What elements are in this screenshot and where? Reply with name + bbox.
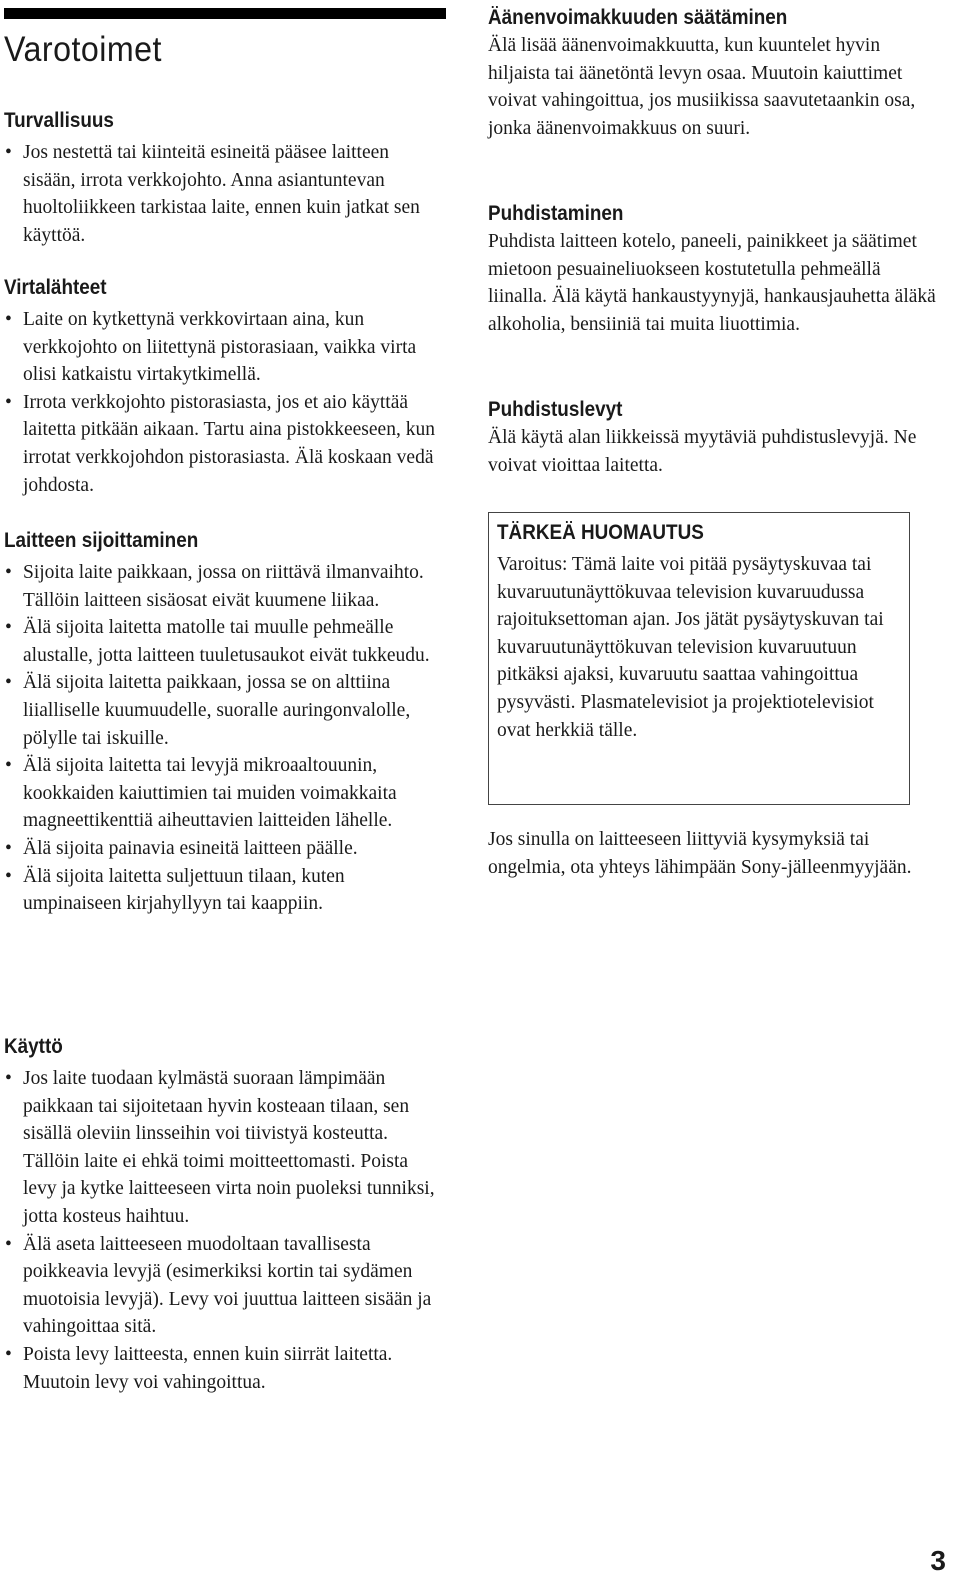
- section-turvallisuus: [4, 107, 446, 249]
- list-item: • Sijoita laite paikkaan, jossa on riittävä ilmanvaihto. Tällöin laitteen sisäosat eivät kuumene liikaa.: [4, 559, 446, 614]
- section-sijoittaminen: [4, 527, 446, 918]
- contact-paragraph: [488, 826, 940, 881]
- section-text: Puhdista laitteen kotelo, paneeli, painikkeet ja säätimet mietoon pesuaineliuokseen kostutetulla pehmeällä liinalla. Älä käytä hankaustyynyjä, hankausjauhetta äläkä alkoholia, bensiiniä tai muita liuottimia.: [488, 231, 936, 335]
- section-heading: Äänenvoimakkuuden säätäminen: [488, 6, 788, 29]
- section-heading: Virtalähteet: [4, 276, 107, 299]
- section-heading: Turvallisuus: [4, 109, 114, 132]
- notice-heading: TÄRKEÄ HUOMAUTUS: [497, 521, 704, 544]
- contact-text: Jos sinulla on laitteeseen liittyviä kysymyksiä tai ongelmia, ota yhteys lähimpään Sony-jälleenmyyjään.: [488, 829, 912, 878]
- section-heading: Käyttö: [4, 1035, 63, 1058]
- list-item: • Älä aseta laitteeseen muodoltaan tavallisesta poikkeavia levyjä (esimerkiksi kortin tai sydämen muotoisia levyjä). Levy voi juuttua laitteen sisään ja vahingoittaa sitä.: [4, 1231, 446, 1341]
- list-item: • Poista levy laitteesta, ennen kuin siirrät laitetta. Muutoin levy voi vahingoittua.: [4, 1341, 446, 1396]
- page-title: Varotoimet: [4, 30, 162, 69]
- section-heading: Puhdistuslevyt: [488, 398, 623, 421]
- list-item: • Älä sijoita laitetta paikkaan, jossa se on alttiina liialliselle kuumuudelle, suoralle auringonvalolle, pölylle tai iskuille.: [4, 669, 446, 752]
- section-text: Älä lisää äänenvoimakkuutta, kun kuuntelet hyvin hiljaista tai äänetöntä levyn osaa. Muutoin kaiuttimet voivat vahingoittua, jos musiikissa saavutetaankin osa, jonka äänenvoimakkuus on suuri.: [488, 35, 916, 139]
- list-item: • Irrota verkkojohto pistorasiasta, jos et aio käyttää laitetta pitkään aikaan. Tartu aina pistokkeeseen, kun irrotat verkkojohdon pistorasiasta. Älä koskaan vedä johdosta.: [4, 389, 446, 499]
- notice-text: Varoitus: Tämä laite voi pitää pysäytyskuvaa tai kuvaruutunäyttökuvaa television kuvaruudussa rajoituksettoman ajan. Jos jätät pysäytyskuvan tai kuvaruutunäyttökuvan television kuvaruutuun pitkäksi ajaksi, kuvaruutu saattaa vahingoittua pysyvästi. Plasmatelevisiot ja projektiotelevisiot ovat herkkiä tälle.: [497, 554, 884, 741]
- list-item: • Älä sijoita laitetta tai levyjä mikroaaltouunin, kookkaiden kaiuttimien tai muiden voimakkaita magneettikenttiä aiheuttavien laitteiden lähelle.: [4, 752, 446, 835]
- section-kaytto: [4, 1033, 446, 1396]
- list-item: • Jos nestettä tai kiinteitä esineitä pääsee laitteen sisään, irrota verkkojohto. Anna asiantuntevan huoltoliikkeen tarkistaa laite, ennen kuin jatkat sen käyttöä.: [4, 139, 446, 249]
- list-item: • Älä sijoita painavia esineitä laitteen päälle.: [4, 835, 446, 863]
- section-puhdistuslevyt: [488, 396, 940, 479]
- list-item: • Älä sijoita laitetta matolle tai muulle pehmeälle alustalle, jotta laitteen tuuletusaukot eivät tukkeudu.: [4, 614, 446, 669]
- section-aanenvoimakkuus: [488, 4, 940, 142]
- section-heading: Puhdistaminen: [488, 202, 624, 225]
- section-puhdistaminen: [488, 200, 940, 338]
- section-text: Älä käytä alan liikkeissä myytäviä puhdistuslevyjä. Ne voivat vioittaa laitetta.: [488, 427, 917, 476]
- section-heading: Laitteen sijoittaminen: [4, 529, 199, 552]
- list-item: • Älä sijoita laitetta suljettuun tilaan, kuten umpinaiseen kirjahyllyyn tai kaappiin.: [4, 863, 446, 918]
- important-notice-box: [488, 512, 910, 805]
- section-virtalahteet: [4, 274, 446, 499]
- list-item: • Laite on kytkettynä verkkovirtaan aina, kun verkkojohto on liitettynä pistorasiaan, vaikka virta olisi katkaistu virtakytkimellä.: [4, 306, 446, 389]
- page-number: 3: [930, 1545, 946, 1576]
- list-item: • Jos laite tuodaan kylmästä suoraan lämpimään paikkaan tai sijoitetaan hyvin kosteaan tilaan, sen sisällä oleviin linsseihin voi tiivistyä kosteutta. Tällöin laite ei ehkä toimi moitteettomasti. Poista levy ja kytke laitteeseen virta noin puoleksi tunniksi, jotta kosteus haihtuu.: [4, 1065, 446, 1231]
- title-rule: [4, 8, 446, 19]
